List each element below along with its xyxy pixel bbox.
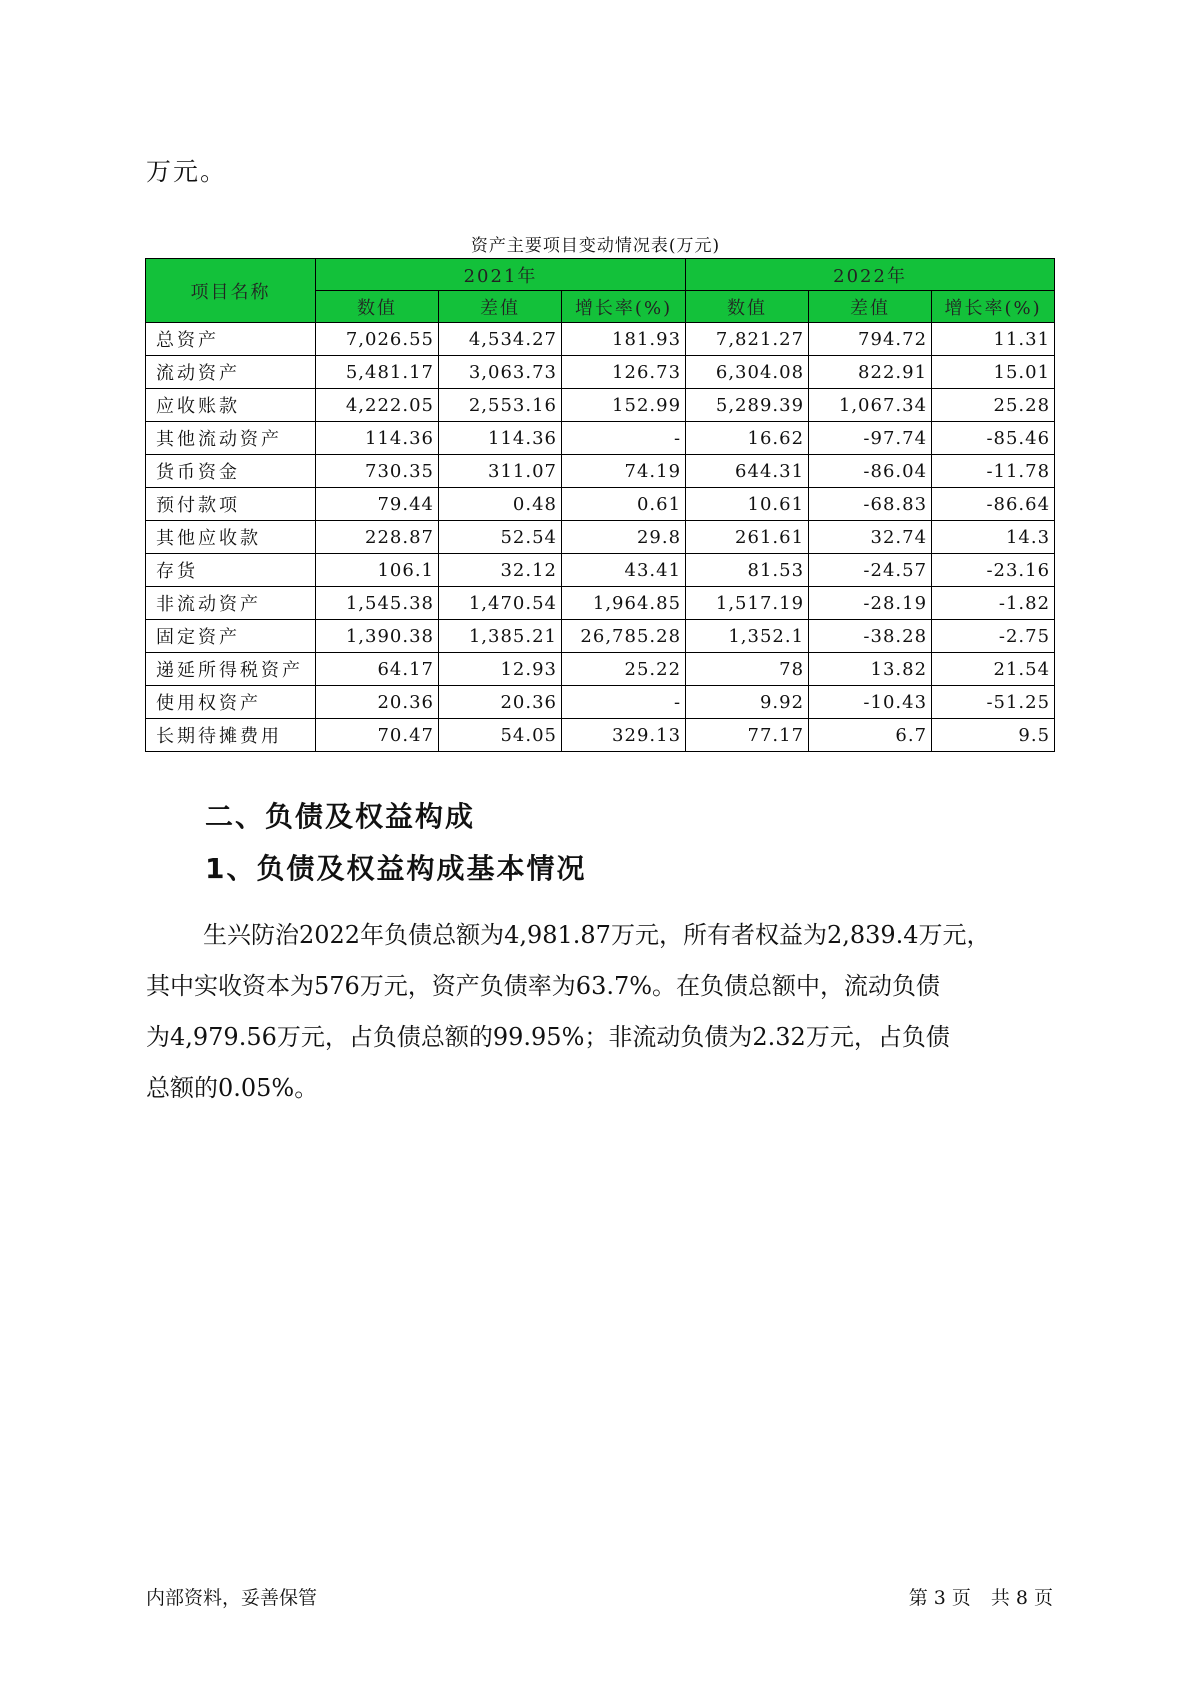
row-item-name: 长期待摊费用 <box>146 719 316 752</box>
row-value-cell: -38.28 <box>809 620 932 653</box>
row-value-cell: 9.5 <box>932 719 1055 752</box>
row-value-cell: 32.12 <box>439 554 562 587</box>
row-value-cell: 78 <box>686 653 809 686</box>
row-value-cell: -28.19 <box>809 587 932 620</box>
row-value-cell: 1,352.1 <box>686 620 809 653</box>
row-value-cell: 64.17 <box>316 653 439 686</box>
col-year-2021: 2021年 <box>316 259 686 291</box>
row-value-cell: -51.25 <box>932 686 1055 719</box>
page-current: 3 <box>933 1587 946 1609</box>
table-row <box>146 389 1055 422</box>
row-value-cell: 1,964.85 <box>562 587 686 620</box>
row-value-cell: 52.54 <box>439 521 562 554</box>
subheader-cell: 数值 <box>316 291 439 323</box>
table-row <box>146 554 1055 587</box>
row-value-cell: 79.44 <box>316 488 439 521</box>
row-value-cell: 822.91 <box>809 356 932 389</box>
row-value-cell: 6,304.08 <box>686 356 809 389</box>
row-value-cell: 1,517.19 <box>686 587 809 620</box>
row-value-cell: 106.1 <box>316 554 439 587</box>
row-value-cell: 54.05 <box>439 719 562 752</box>
table-row <box>146 455 1055 488</box>
row-value-cell: 81.53 <box>686 554 809 587</box>
row-item-name: 固定资产 <box>146 620 316 653</box>
row-item-name: 存货 <box>146 554 316 587</box>
subsection-heading: 1、负债及权益构成基本情况 <box>205 852 587 885</box>
table-row <box>146 719 1055 752</box>
row-value-cell: -97.74 <box>809 422 932 455</box>
row-value-cell: -24.57 <box>809 554 932 587</box>
row-value-cell: 0.48 <box>439 488 562 521</box>
row-value-cell: 26,785.28 <box>562 620 686 653</box>
row-value-cell: 1,470.54 <box>439 587 562 620</box>
table-row <box>146 488 1055 521</box>
row-item-name: 应收账款 <box>146 389 316 422</box>
row-value-cell: 25.28 <box>932 389 1055 422</box>
row-value-cell: 25.22 <box>562 653 686 686</box>
section-heading: 二、负债及权益构成 <box>205 800 476 833</box>
row-value-cell: 794.72 <box>809 323 932 356</box>
row-value-cell: 1,385.21 <box>439 620 562 653</box>
row-value-cell: 114.36 <box>316 422 439 455</box>
footer-page-number <box>903 1583 1053 1610</box>
row-value-cell: 329.13 <box>562 719 686 752</box>
row-value-cell: 12.93 <box>439 653 562 686</box>
row-value-cell: -86.04 <box>809 455 932 488</box>
row-item-name: 预付款项 <box>146 488 316 521</box>
row-value-cell: 7,026.55 <box>316 323 439 356</box>
row-item-name: 货币资金 <box>146 455 316 488</box>
page-label-b: 页 <box>951 1587 971 1609</box>
row-value-cell: 2,553.16 <box>439 389 562 422</box>
row-value-cell: 181.93 <box>562 323 686 356</box>
table-row <box>146 587 1055 620</box>
row-value-cell: 20.36 <box>316 686 439 719</box>
row-value-cell: 1,390.38 <box>316 620 439 653</box>
table-row <box>146 422 1055 455</box>
row-value-cell: 16.62 <box>686 422 809 455</box>
row-item-name: 递延所得税资产 <box>146 653 316 686</box>
row-value-cell: 5,481.17 <box>316 356 439 389</box>
asset-change-table <box>145 258 1055 752</box>
row-value-cell: 228.87 <box>316 521 439 554</box>
subheader-cell: 增长率(%) <box>932 291 1055 323</box>
row-value-cell: 4,222.05 <box>316 389 439 422</box>
row-value-cell: 644.31 <box>686 455 809 488</box>
row-value-cell: 74.19 <box>562 455 686 488</box>
total-label-b: 页 <box>1033 1587 1053 1609</box>
row-value-cell: 3,063.73 <box>439 356 562 389</box>
table-row <box>146 686 1055 719</box>
row-value-cell: 21.54 <box>932 653 1055 686</box>
row-value-cell: 14.3 <box>932 521 1055 554</box>
row-value-cell: - <box>562 422 686 455</box>
row-item-name: 非流动资产 <box>146 587 316 620</box>
row-value-cell: -2.75 <box>932 620 1055 653</box>
row-value-cell: 152.99 <box>562 389 686 422</box>
row-value-cell: 0.61 <box>562 488 686 521</box>
row-value-cell: -23.16 <box>932 554 1055 587</box>
total-label-a: 共 <box>990 1587 1010 1609</box>
table-row <box>146 356 1055 389</box>
row-value-cell: -10.43 <box>809 686 932 719</box>
row-value-cell: 1,545.38 <box>316 587 439 620</box>
row-value-cell: 11.31 <box>932 323 1055 356</box>
row-value-cell: 77.17 <box>686 719 809 752</box>
row-item-name: 总资产 <box>146 323 316 356</box>
row-value-cell: -85.46 <box>932 422 1055 455</box>
col-year-2022: 2022年 <box>686 259 1055 291</box>
row-value-cell: 43.41 <box>562 554 686 587</box>
row-value-cell: 730.35 <box>316 455 439 488</box>
row-item-name: 其他流动资产 <box>146 422 316 455</box>
table-caption: 资产主要项目变动情况表(万元) <box>470 236 721 256</box>
row-value-cell: 261.61 <box>686 521 809 554</box>
row-value-cell: 13.82 <box>809 653 932 686</box>
table-row <box>146 620 1055 653</box>
intro-fragment: 万元。 <box>146 157 228 186</box>
paragraph-line: 生兴防治2022年负债总额为4,981.87万元，所有者权益为2,839.4万元， <box>203 921 991 949</box>
row-value-cell: 6.7 <box>809 719 932 752</box>
footer-confidential: 内部资料，妥善保管 <box>146 1587 318 1609</box>
subheader-cell: 数值 <box>686 291 809 323</box>
row-value-cell: 311.07 <box>439 455 562 488</box>
row-value-cell: -68.83 <box>809 488 932 521</box>
row-value-cell: -1.82 <box>932 587 1055 620</box>
row-value-cell: -86.64 <box>932 488 1055 521</box>
col-item-name: 项目名称 <box>146 259 316 323</box>
row-value-cell: 20.36 <box>439 686 562 719</box>
row-value-cell: 126.73 <box>562 356 686 389</box>
row-value-cell: - <box>562 686 686 719</box>
row-value-cell: 7,821.27 <box>686 323 809 356</box>
table-row <box>146 323 1055 356</box>
table-row <box>146 521 1055 554</box>
subheader-cell: 差值 <box>809 291 932 323</box>
row-value-cell: 15.01 <box>932 356 1055 389</box>
row-value-cell: 1,067.34 <box>809 389 932 422</box>
subheader-cell: 增长率(%) <box>562 291 686 323</box>
row-value-cell: 10.61 <box>686 488 809 521</box>
row-value-cell: -11.78 <box>932 455 1055 488</box>
paragraph-line: 总额的0.05%。 <box>146 1074 319 1102</box>
paragraph-line: 其中实收资本为576万元，资产负债率为63.7%。在负债总额中，流动负债 <box>146 972 941 1000</box>
row-item-name: 使用权资产 <box>146 686 316 719</box>
row-value-cell: 9.92 <box>686 686 809 719</box>
subheader-cell: 差值 <box>439 291 562 323</box>
table-row <box>146 653 1055 686</box>
row-value-cell: 32.74 <box>809 521 932 554</box>
page-label-a: 第 <box>908 1587 928 1609</box>
body-paragraph <box>146 910 1076 1114</box>
page-total: 8 <box>1015 1587 1028 1609</box>
row-value-cell: 29.8 <box>562 521 686 554</box>
row-value-cell: 4,534.27 <box>439 323 562 356</box>
row-item-name: 其他应收款 <box>146 521 316 554</box>
row-value-cell: 114.36 <box>439 422 562 455</box>
row-value-cell: 5,289.39 <box>686 389 809 422</box>
row-item-name: 流动资产 <box>146 356 316 389</box>
paragraph-line: 为4,979.56万元，占负债总额的99.95%；非流动负债为2.32万元，占负债 <box>146 1023 950 1051</box>
row-value-cell: 70.47 <box>316 719 439 752</box>
